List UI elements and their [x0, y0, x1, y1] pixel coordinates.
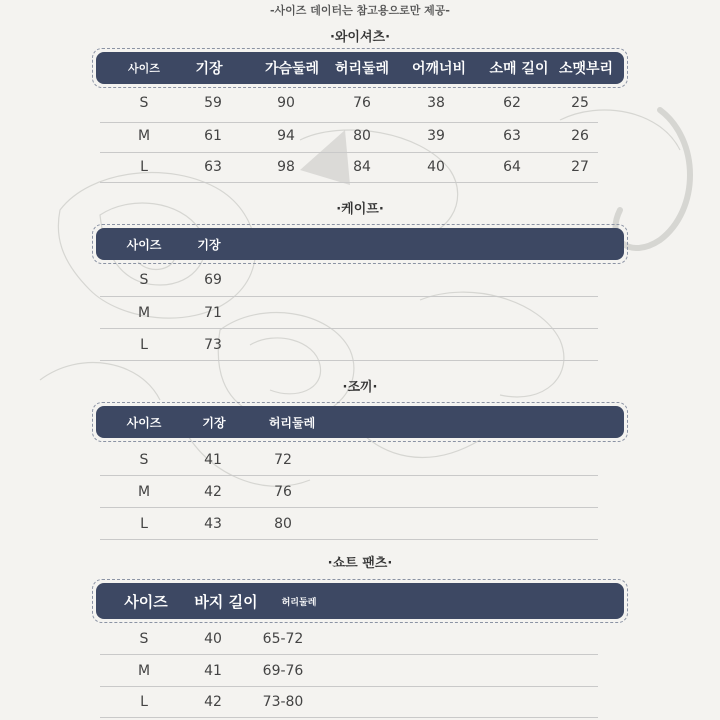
header-cell: 기장: [195, 61, 223, 77]
header-cell: 어깨너비: [411, 61, 467, 77]
table-cell: 80: [274, 516, 292, 532]
table-cell: 64: [503, 159, 521, 175]
table-cell: 62: [503, 95, 521, 111]
table-cell: S: [139, 272, 149, 288]
section-title-vest: ·조끼·: [342, 380, 378, 395]
header-cell: 소맷부리: [558, 61, 614, 77]
table-cell: L: [140, 516, 148, 532]
table-cell: 69-76: [262, 663, 304, 679]
table-cell: L: [140, 159, 148, 175]
table-cell: 63: [204, 159, 222, 175]
table-cell: 94: [277, 128, 295, 144]
header-cell: 가슴둘레: [264, 61, 320, 77]
table-cell: 69: [204, 272, 222, 288]
size-notice: -사이즈 데이터는 참고용으로만 제공-: [269, 4, 450, 17]
table-header-cape: [92, 224, 628, 264]
table-cell: 41: [204, 663, 222, 679]
table-cell: 61: [204, 128, 222, 144]
table-cell: 38: [427, 95, 445, 111]
header-cell: 사이즈: [128, 62, 160, 75]
header-cell: 바지 길이: [194, 592, 258, 611]
section-title-cape: ·케이프·: [336, 202, 384, 217]
table-header-vest: [92, 402, 628, 442]
table-cell: 98: [277, 159, 295, 175]
table-cell: 73-80: [262, 694, 304, 710]
header-cell: 허리둘레: [334, 61, 390, 77]
table-cell: L: [140, 337, 148, 353]
header-cell: 허리둘레: [268, 415, 316, 430]
table-cell: S: [139, 631, 149, 647]
table-cell: 40: [427, 159, 445, 175]
table-header-short-pants: [92, 579, 628, 623]
table-cell: L: [140, 694, 148, 710]
table-cell: 43: [204, 516, 222, 532]
header-cell: 허리둘레: [281, 597, 317, 608]
section-title-short-pants: ·쇼트 팬츠·: [327, 556, 393, 571]
table-cell: 63: [503, 128, 521, 144]
table-cell: 76: [274, 484, 292, 500]
table-cell: 76: [353, 95, 371, 111]
table-cell: 42: [204, 484, 222, 500]
table-cell: S: [139, 95, 149, 111]
header-cell: 소매 길이: [489, 61, 549, 77]
table-cell: S: [139, 452, 149, 468]
table-cell: M: [137, 663, 151, 679]
header-cell: 사이즈: [124, 592, 168, 611]
table-cell: 59: [204, 95, 222, 111]
table-cell: 72: [274, 452, 292, 468]
table-cell: 27: [571, 159, 589, 175]
header-cell: 기장: [197, 237, 221, 252]
header-cell: 사이즈: [126, 237, 162, 252]
table-header-shirt: [92, 48, 628, 88]
table-cell: M: [137, 305, 151, 321]
table-cell: 73: [204, 337, 222, 353]
table-cell: 39: [427, 128, 445, 144]
header-cell: 기장: [202, 415, 226, 430]
table-cell: 26: [571, 128, 589, 144]
section-title-shirt: ·와이셔츠·: [329, 30, 391, 45]
table-cell: 71: [204, 305, 222, 321]
table-cell: M: [137, 484, 151, 500]
table-cell: 41: [204, 452, 222, 468]
table-cell: 40: [204, 631, 222, 647]
table-cell: 65-72: [262, 631, 304, 647]
table-cell: 25: [571, 95, 589, 111]
header-cell: 사이즈: [126, 415, 162, 430]
table-cell: 80: [353, 128, 371, 144]
table-cell: 90: [277, 95, 295, 111]
table-cell: 84: [353, 159, 371, 175]
table-cell: M: [137, 128, 151, 144]
table-cell: 42: [204, 694, 222, 710]
